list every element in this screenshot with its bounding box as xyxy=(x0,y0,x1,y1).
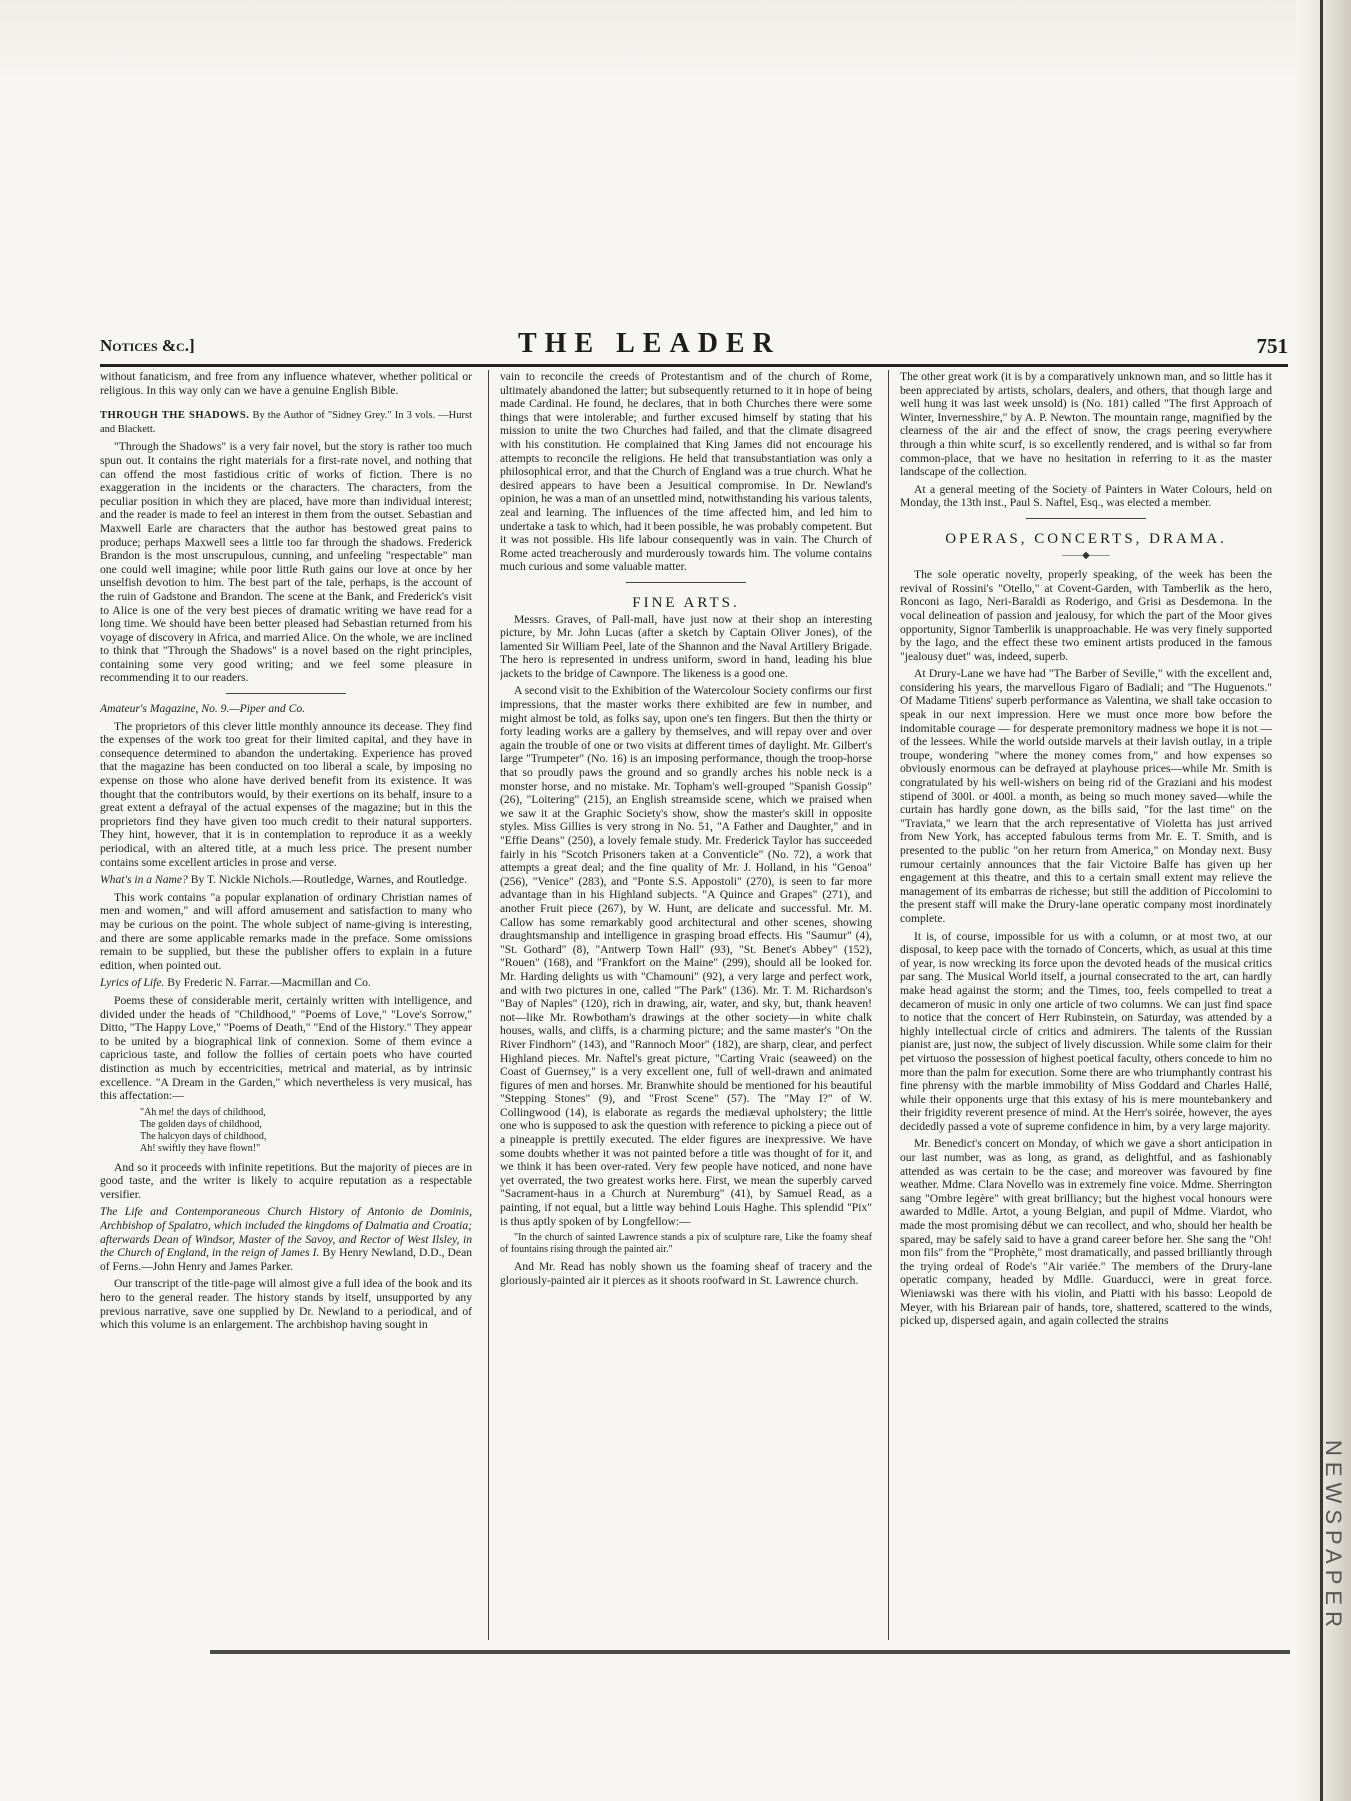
book-heading xyxy=(100,1205,472,1273)
poem-line: Ah! swiftly they have flown!" xyxy=(140,1142,261,1154)
paragraph: Mr. Benedict's concert on Monday, of which we gave a short anticipation in our last number, was as long, as grand, as delightful, and as fashionably attended as was certain to be the case; and moreover was favoured by fine weather. Mdme. Clara Novello was in extremely fine voice. Mdme. Sherrington sang "Ombre legère" with great brilliancy; but the highest vocal honours were awarded to Mdlle. Artot, a young Belgian, and pupil of Mdme. Viardot, who made the most promising début we can recollect, and who, should her health be spared, may be safely said to have a grand career before her. She sang the "Oh! mon fils" from the "Prophète," most dramatically, and passed brilliantly through the trying ordeal of Rode's "Air variée." The members of the Drury-lane operatic company, headed by Mdlle. Guarducci, were in great force. Wieniawski was there with his violin, and Piatti with his basso: Leopold de Meyer, with his Briarean pair of hands, tore, shattered, scattered to the winds, picked up, dispersed again, and again collected the strains xyxy=(900,1137,1272,1328)
newspaper-stamp: NEWSPAPER xyxy=(1321,1440,1346,1633)
paragraph: vain to reconcile the creeds of Protestantism and of the church of Rome, ultimately abandoned the latter; but subsequently returned to it in hope of being made Cardinal. He found, he declares, that in both Churches there were some things that were intolerable; and further excused himself by stating that his mission to unite the two Churches had failed, and that the climate disagreed with his constitution. He complained that King James did not encourage his attempts to reconcile the religions. He held that transubstantiation was only a philosophical error, and that the Church of England was a true church. What he desired appears to have been a Jesuitical compromise. In Dr. Newland's opinion, he was a man of an unsettled mind, notwithstanding his various talents, zeal and learning. The influences of the time affected him, and led him to undertake a task to which, had it been possible, he was probably competent. But it was not possible. His life labour consequently was in vain. The Church of Rome acted treacherously and murderously towards him. The volume contains much curious and some valuable matter. xyxy=(500,370,872,574)
section-label: Notices &c.] xyxy=(100,336,195,355)
ornament: ——◆—— xyxy=(1062,549,1110,561)
book-title: THROUGH THE SHADOWS. xyxy=(100,410,250,422)
divider xyxy=(626,582,746,583)
paragraph: Messrs. Graves, of Pall-mall, have just now at their shop an interesting picture, by Mr. John Lucas (after a sketch by Captain Oliver Jones), of the lamented Sir William Peel, late of the Shannon and the Naval Artillery Brigade. The hero is represented in undress uniform, sword in hand, leading his blue jackets to the bridge of Cawnpore. The likeness is a good one. xyxy=(500,612,872,680)
poem-line: "Ah me! the days of childhood, xyxy=(140,1106,266,1118)
book-meta: By Henry Newland, D.D., Dean of Ferns.—John Henry and James Parker. xyxy=(100,1246,472,1273)
poem-quote xyxy=(140,1107,472,1155)
divider xyxy=(1026,518,1146,519)
book-title: Lyrics of Life. xyxy=(100,976,165,990)
book-heading xyxy=(100,702,472,716)
section-title-operas: OPERAS, CONCERTS, DRAMA. xyxy=(945,530,1227,547)
poem-line: The golden days of childhood, xyxy=(140,1118,262,1130)
paragraph: This work contains "a popular explanation of ordinary Christian names of men and women," and will afford amusement and satisfaction to many who may be curious on the point. The whole subject of name-giving is interesting, and there are some applicable remarks made in the preface. Some omissions remain to be supplied, but these the publisher offers to explain in a future edition, when pointed out. xyxy=(100,890,472,972)
paragraph: Our transcript of the title-page will almost give a full idea of the book and its hero to the general reader. The history stands by itself, unsupported by any previous narrative, save one supplied by Dr. Newland to a periodical, and of which this volume is an enlargement. The archbishop having sought in xyxy=(100,1277,472,1332)
header-rule xyxy=(100,364,1288,367)
paragraph: At a general meeting of the Society of Painters in Water Colours, held on Monday, the 13th inst., Paul S. Naftel, Esq., was elected a member. xyxy=(900,482,1272,510)
book-meta: By T. Nickle Nichols.—Routledge, Warnes, and Routledge. xyxy=(190,873,468,887)
page-header xyxy=(100,326,1288,362)
poem-line: The halcyon days of childhood, xyxy=(140,1130,267,1142)
masthead-title: THE LEADER xyxy=(518,328,781,359)
bottom-rule xyxy=(210,1650,1290,1654)
page-top-edge xyxy=(0,0,1351,80)
paragraph: A second visit to the Exhibition of the Watercolour Society confirms our first impressions, that the master works there exhibited are few in number, and might almost be told, as folks say, upon one's ten fingers. But then the thirty or forty leading works are a gallery by themselves, and will repay over and over again the trouble of one or two visits at different times of daylight. Mr. Gilbert's large "Trumpeter" (No. 16) is an imposing performance, though the troop-horse that so proudly paws the ground and so grandly arches his noble neck is a monster horse, and no mistake. Mr. Topham's well-grouped "Spanish Gossip" (26), "Loitering" (215), an English streamside scene, which we praised when we saw it at the Graphic Society's show, show the master's skill in opposite styles. Miss Gillies is very strong in No. 51, "A Father and Daughter," and in "Effie Deans" (250), a lovely female study. Mr. Frederick Taylor has succeeded fairly in his "Scotch Prisoners taken at a Conventicle" (No. 72), a work that attempts a great deal; and the fine quality of Mr. J. Holland, in his "Genoa" (256), "Venice" (283), and "Ponte S.S. Appostoli" (270), is seen to far more advantage than in his Highland subjects. "A Quince and Grapes" (271), and another Fruit piece (267), by W. Hunt, are delicate and successful. Mr. M. Callow has some remarkably good architectural and other scenes, showing draughtsmanship and intelligence in grasping broad effects. His "Saumur" (4), "St. Gothard" (8), "Antwerp Town Hall" (93), "St. Benet's Abbey" (152), "Rouen" (168), and "Frankfort on the Maine" (299), should all be looked for. Mr. Harding delights us with "Chamouni" (92), a very large and perfect work, and with two pictures in one, called "The Park" (136). Mr. T. M. Richardson's "Bay of Naples" (120), rich in drawing, air, water, and sky, but, thank heaven! not—like Mr. Rowbotham's drawings at the other society—in white chalk houses, walls, and cliffs, is a charming picture; and the same master's "On the River Findhorn" (143), and "Rannoch Moor" (182), are sharp, clear, and perfect Highland pieces. Mr. Naftel's great picture, "Carting Vraic (seaweed) on the Coast of Guernsey," is a very excellent one, full of well-drawn and animated figures of men and horses. Mr. Branwhite should be mentioned for his beautiful "Stepping Stones" (9), and "Frost Scene" (57). The "May I?" of W. Collingwood (14), is elaborate as regards the mediæval upholstery; the little one who is supposed to ask the question with reference to picking a piece out of a pineapple is prettily executed. The elder figures are inexpressive. We have some doubts whether it was not painted before a title was thought of for it, and we think it has been over-rated. Very few people have noticed, and none have yet overrated, the two greatest works here. First, we mean the superbly carved "Sacrament-haus in a Church at Nuremburg" (41), by Samuel Read, as a painting, if not equal, but a little way behind Louis Haghe. This splendid "Pix" is thus aptly spoken of by Longfellow:— xyxy=(500,684,872,1228)
paragraph: The proprietors of this clever little monthly announce its decease. They find the expenses of the work too great for their limited capital, and they have in consequence determined to abandon the undertaking. Experience has proved that the magazine has been conducted on too liberal a scale, by imposing no expense on those who alone have derived benefit from its existence. It was thought that the contributors would, by their exertions on its behalf, insure to a great extent a defrayal of the actual expenses of the magazine; but in this the proprietors find they have given too much credit to their natural supporters. They hint, however, that it is in contemplation to reproduce it as a weekly periodical, with an altered title, at a much less price. The present number contains some excellent articles in prose and verse. xyxy=(100,719,472,869)
paragraph: It is, of course, impossible for us with a column, or at most two, at our disposal, to keep pace with the tornado of Concerts, which, as usual at this time of year, is now wrecking its force upon the devoted heads of the musical critics par sang. The Musical World itself, a journal consecrated to the art, can hardly make head against the storm; and the Times, too, feels compelled to treat a decameron of music in only one article of two columns. We can just find space to notice that the concert of Herr Rubinstein, on Saturday, was attended by a highly intellectual circle of critics and admirers. The talents of the Russian pianist are, just now, the subject of lively discussion. While some claim for their pet virtuoso the possession of highest poetical faculty, others concede to him no more than the palm for execution. Some there are who triumphantly contrast his fine phrensy with the marble immobility of Miss Goddard and Charles Hallé, while their opponents urge that this extasy of his is mere mountebankery and their frigidity reverent presence of mind. At the Herr's soirée, however, the ayes decidedly passed a vote of supreme confidence in him, by a very large majority. xyxy=(900,929,1272,1133)
page-number: 751 xyxy=(1256,334,1288,358)
book-title: The Life and Contemporaneous Church History of Antonio de Dominis, Archbishop of Spalatro, which included the kingdoms of Dalmatia and Croatia; afterwards Dean of Windsor, Master of the Savoy, and Rector of West Ilsley, in the Church of England, in the reign of James I. xyxy=(100,1205,472,1260)
column-3 xyxy=(900,370,1272,1650)
book-heading xyxy=(100,873,472,887)
paragraph: At Drury-Lane we have had "The Barber of Seville," with the excellent and, considering his years, the marvellous Figaro of Badiali; and "The Huguenots." Of Madame Titiens' superb performance as Valentina, we shall take occasion to speak in our next impression. Here we must once more bow before the indomitable courage — for desperate premonitory madness we hope it is not — of the lessees. While the world outside marvels at their lavish outlay, in a triple troupe, wondering "where the money comes from," and how expenses so obviously enormous can be defrayed at playhouse prices—while Mr. Smith is congratulated by his well-wishers on being rid of the Graziani and his modest stipend of 300l. or 400l. a month, as being so much money saved—while the curtain has hardly gone down, as the bills said, "for the last time" on the "Traviata," we learn that the arch representative of Violetta has just arrived from New York, has accepted fabulous terms from Mr. E. T. Smith, and is presented to the public "on her return from America," on Monday next. Busy rumour certainly announces that the fair Victoire Balfe has given up her engagement at this theatre, and this to a certain small extent may relieve the management of its embarras de richesse; but still the addition of Piccolomini to the present staff will make the Drury-lane operatic company most inordinately complete. xyxy=(900,667,1272,925)
book-title: What's in a Name? xyxy=(100,873,188,887)
paragraph: And so it proceeds with infinite repetitions. But the majority of pieces are in good taste, and the writer is likely to acquire reputation as a respectable versifier. xyxy=(100,1160,472,1201)
verse-quote: "In the church of sainted Lawrence stands a pix of sculpture rare, Like the foamy sheaf of fountains rising through the painted air." xyxy=(500,1232,872,1256)
column-2 xyxy=(500,370,872,1650)
paragraph: The other great work (it is by a comparatively unknown man, and so little has it been appreciated by artists, scholars, dealers, and others, that though large and well hung it was last week unsold) is (No. 181) called "The first Approach of Winter, Invernesshire," by A. P. Newton. The mountain range, magnified by the clearness of the air and the effect of snow, the crags peering everywhere through a thin white scurf, is so excellently rendered, and is withal so far from common-place, that we have no hesitation in referring to it as the master landscape of the collection. xyxy=(900,370,1272,479)
column-divider xyxy=(488,370,489,1640)
column-1 xyxy=(100,370,472,1650)
paragraph: Poems these of considerable merit, certainly written with intelligence, and divided under the heads of "Childhood," "Poems of Love," "Love's Sorrow," Ditto, "The Happy Love," "Poems of Death," "End of the History." They appear to be united by a biographical link of connexion. Some of them evince a capricious taste, and follow the follies of certain poets who have courted distinction as much by eccentricities, metrical and material, as by intrinsic excellence. "A Dream in the Garden," which nevertheless is very musical, has this affectation:— xyxy=(100,993,472,1103)
book-meta: By Frederic N. Farrar.—Macmillan and Co. xyxy=(167,976,371,990)
paragraph: "Through the Shadows" is a very fair novel, but the story is rather too much spun out. It contains the right materials for a first-rate novel, and nothing that can offend the most fastidious critic of works of fiction. There is no exaggeration in the incidents or the characters. The characters, from the peculiar position in which they are placed, have more than individual interest; and the reader is made to feel an interest in them from the outset. Sebastian and Maxwell Earle are characters that the author has bestowed great pains to produce; perhaps Maxwell sees a little too far through the shadows. Frederick Brandon is the most unscrupulous, cunning, and unfeeling "respectable" man one could well imagine; while poor little Ruth gains our love at once by her unselfish devotion to him. The best part of the tale, perhaps, is the account of the ruin of Gadstone and Brandon. The scene at the Bank, and Frederick's visit to Alice is one of the very best pieces of dramatic writing we have read for a long time. We should have been better pleased had Sebastian returned from his voyage of discovery in Africa, and married Alice. On the whole, we are inclined to think that "Through the Shadows" is a novel based on the right principles, containing some very good writing; and we feel some pleasure in recommending it to our readers. xyxy=(100,440,472,685)
book-title: Amateur's Magazine, No. 9.—Piper and Co. xyxy=(100,702,306,716)
book-heading xyxy=(100,409,472,436)
section-title-fine-arts: FINE ARTS. xyxy=(632,594,740,611)
paragraph: And Mr. Read has nobly shown us the foaming sheaf of tracery and the gloriously-painted air it pierces as it shoots roofward in St. Lawrence church. xyxy=(500,1260,872,1287)
divider xyxy=(226,693,346,694)
column-divider xyxy=(888,370,889,1640)
book-heading xyxy=(100,976,472,990)
paragraph: The sole operatic novelty, properly speaking, of the week has been the revival of Rossini's "Otello," at Covent-Garden, with Tamberlik as the hero, Ronconi as Iago, Neri-Baraldi as Roderigo, and Grisi as Desdemona. In the vocal delineation of passion and jealousy, for which the part of the Moor gives opportunity, Signor Tamberlik is unapproachable. He was very finely supported by the Iago, and the effect these two eminent artists produced in the famous "jealousy duet" was, indeed, superb. xyxy=(900,568,1272,663)
paragraph: without fanaticism, and free from any influence whatever, whether political or religious. In this way only can we have a genuine English Bible. xyxy=(100,370,472,397)
book-meta: By the Author of "Sidney Grey." In 3 vols. —Hurst and Blackett. xyxy=(100,410,472,435)
